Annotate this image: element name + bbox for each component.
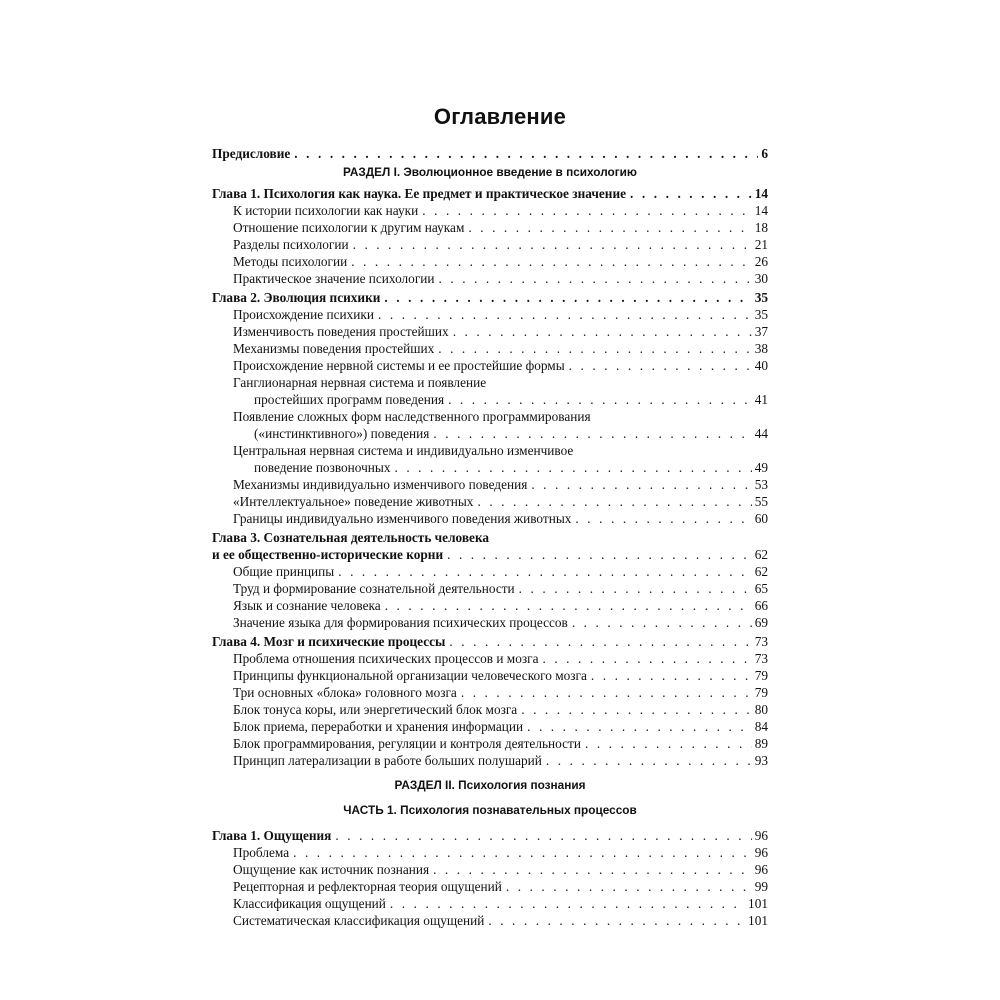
- entry-title: Блок программирования, регуляции и контроля деятельности: [233, 736, 581, 751]
- entry-title: Глава 4. Мозг и психические процессы: [212, 634, 446, 649]
- toc-entry[interactable]: [212, 597, 768, 614]
- toc-entry[interactable]: [212, 219, 768, 236]
- toc-entry[interactable]: [212, 357, 768, 374]
- leader-dots: [506, 878, 752, 895]
- toc-entry[interactable]: [212, 323, 768, 340]
- toc-entry[interactable]: [212, 735, 768, 752]
- entry-page: 73: [754, 651, 768, 666]
- toc-entry[interactable]: [212, 912, 768, 929]
- toc-entry[interactable]: [212, 425, 768, 442]
- toc-entry[interactable]: [212, 563, 768, 580]
- toc-entry[interactable]: [212, 459, 768, 476]
- toc-entry[interactable]: [212, 306, 768, 323]
- toc-entry[interactable]: [212, 861, 768, 878]
- entry-page: 79: [754, 685, 768, 700]
- entry-page: 35: [754, 307, 768, 322]
- entry-page: 101: [748, 896, 768, 911]
- entry-title: Механизмы индивидуально изменчивого поведения: [233, 477, 528, 492]
- leader-dots: [575, 510, 751, 527]
- leader-dots: [351, 253, 752, 270]
- leader-dots: [293, 844, 752, 861]
- entry-title: Проблема отношения психических процессов и мозга: [233, 651, 539, 666]
- toc-entry[interactable]: [212, 701, 768, 718]
- leader-dots: [394, 459, 751, 476]
- entry-page: 21: [754, 237, 768, 252]
- leader-dots: [433, 861, 752, 878]
- toc-chapter-entry[interactable]: [212, 546, 768, 563]
- leader-dots: [519, 580, 752, 597]
- entry-title: Глава 1. Психология как наука. Ее предмет и практическое значение: [212, 186, 627, 201]
- entry-title: Практическое значение психологии: [233, 271, 435, 286]
- entry-title: («инстинктивного») поведения: [254, 426, 430, 441]
- entry-title: Труд и формирование сознательной деятельности: [233, 581, 515, 596]
- entry-title: К истории психологии как науки: [233, 203, 419, 218]
- entry-page: 30: [754, 271, 768, 286]
- entry-title: Рецепторная и рефлекторная теория ощущений: [233, 879, 502, 894]
- toc-chapter-entry[interactable]: [212, 827, 768, 844]
- leader-dots: [521, 701, 751, 718]
- entry-title: простейших программ поведения: [254, 392, 445, 407]
- entry-page: 99: [754, 879, 768, 894]
- toc-entry[interactable]: [212, 476, 768, 493]
- entry-page: 79: [754, 668, 768, 683]
- leader-dots: [353, 236, 752, 253]
- entry-page: 6: [761, 146, 768, 161]
- entry-page: 44: [754, 426, 768, 441]
- entry-title: Принцип латерализации в работе больших полушарий: [233, 753, 542, 768]
- entry-title: Границы индивидуально изменчивого поведения животных: [233, 511, 572, 526]
- entry-title: Ганглионарная нервная система и появление: [233, 375, 487, 390]
- entry-page: 14: [754, 186, 768, 201]
- toc-entry-preface[interactable]: [212, 145, 768, 162]
- leader-dots: [439, 270, 752, 287]
- entry-title: Общие принципы: [233, 564, 335, 579]
- toc-entry[interactable]: [212, 718, 768, 735]
- entry-page: 84: [754, 719, 768, 734]
- leader-dots: [433, 425, 751, 442]
- leader-dots: [531, 476, 751, 493]
- entry-title: Принципы функциональной организации человеческого мозга: [233, 668, 587, 683]
- part-heading: ЧАСТЬ 1. Психология познавательных процессов: [343, 803, 637, 817]
- entry-title: «Интеллектуальное» поведение животных: [233, 494, 474, 509]
- entry-title: Глава 1. Ощущения: [212, 828, 332, 843]
- entry-page: 60: [754, 511, 768, 526]
- entry-title: Глава 3. Сознательная деятельность человека: [212, 530, 490, 545]
- leader-dots: [477, 493, 751, 510]
- leader-dots: [390, 895, 745, 912]
- toc-entry[interactable]: [212, 844, 768, 861]
- entry-title: Блок приема, переработки и хранения информации: [233, 719, 524, 734]
- toc-entry-line1[interactable]: [212, 374, 768, 391]
- leader-dots: [422, 202, 751, 219]
- leader-dots: [461, 684, 752, 701]
- leader-dots: [569, 357, 752, 374]
- section-heading: РАЗДЕЛ II. Психология познания: [394, 778, 586, 792]
- entry-page: 40: [754, 358, 768, 373]
- entry-title: Значение языка для формирования психических процессов: [233, 615, 568, 630]
- toc-chapter-entry[interactable]: [212, 633, 768, 650]
- entry-title: Методы психологии: [233, 254, 348, 269]
- entry-page: 49: [754, 460, 768, 475]
- entry-page: 55: [754, 494, 768, 509]
- toc-entry[interactable]: [212, 510, 768, 527]
- toc-entry[interactable]: [212, 270, 768, 287]
- entry-page: 62: [754, 564, 768, 579]
- entry-title: Появление сложных форм наследственного программирования: [233, 409, 591, 424]
- toc-entry-line1[interactable]: [212, 408, 768, 425]
- toc-entry[interactable]: [212, 650, 768, 667]
- entry-page: 101: [748, 913, 768, 928]
- entry-title: Классификация ощущений: [233, 896, 386, 911]
- entry-title: Центральная нервная система и индивидуально изменчивое: [233, 443, 574, 458]
- entry-title: Изменчивость поведения простейших: [233, 324, 449, 339]
- entry-title: Предисловие: [212, 146, 291, 161]
- leader-dots: [338, 563, 751, 580]
- toc-entry[interactable]: [212, 580, 768, 597]
- entry-page: 65: [754, 581, 768, 596]
- entry-page: 35: [754, 290, 768, 305]
- entry-title: Механизмы поведения простейших: [233, 341, 435, 356]
- leader-dots: [448, 391, 752, 408]
- entry-page: 66: [754, 598, 768, 613]
- leader-dots: [488, 912, 745, 929]
- entry-page: 89: [754, 736, 768, 751]
- leader-dots: [294, 145, 758, 162]
- entry-title: Три основных «блока» головного мозга: [233, 685, 457, 700]
- leader-dots: [449, 633, 751, 650]
- entry-page: 96: [754, 862, 768, 877]
- entry-page: 96: [754, 845, 768, 860]
- entry-title: Блок тонуса коры, или энергетический блок мозга: [233, 702, 518, 717]
- entry-page: 38: [754, 341, 768, 356]
- entry-page: 73: [754, 634, 768, 649]
- entry-title: Проблема: [233, 845, 290, 860]
- toc-chapter-entry-line1[interactable]: [212, 529, 768, 546]
- section-heading: РАЗДЕЛ I. Эволюционное введение в психологию: [343, 165, 637, 179]
- leader-dots: [572, 614, 752, 631]
- leader-dots: [468, 219, 751, 236]
- entry-page: 18: [754, 220, 768, 235]
- toc-entry[interactable]: [212, 752, 768, 769]
- entry-title: Происхождение психики: [233, 307, 374, 322]
- toc-entry-line1[interactable]: [212, 442, 768, 459]
- toc-entry[interactable]: [212, 614, 768, 631]
- toc-chapter-entry[interactable]: [212, 289, 768, 306]
- leader-dots: [447, 546, 752, 563]
- leader-dots: [378, 306, 752, 323]
- leader-dots: [527, 718, 752, 735]
- toc-entry[interactable]: [212, 667, 768, 684]
- entry-title: Систематическая классификация ощущений: [233, 913, 485, 928]
- entry-page: 26: [754, 254, 768, 269]
- toc-chapter-entry[interactable]: [212, 185, 768, 202]
- entry-title: и ее общественно-исторические корни: [212, 547, 444, 562]
- leader-dots: [591, 667, 752, 684]
- entry-title: Происхождение нервной системы и ее простейшие формы: [233, 358, 565, 373]
- entry-title: Отношение психологии к другим наукам: [233, 220, 465, 235]
- toc-entry[interactable]: [212, 878, 768, 895]
- toc-entry[interactable]: [212, 253, 768, 270]
- leader-dots: [384, 289, 751, 306]
- leader-dots: [453, 323, 752, 340]
- leader-dots: [385, 597, 752, 614]
- toc-entry[interactable]: [212, 391, 768, 408]
- entry-page: 93: [754, 753, 768, 768]
- page-title: Оглавление: [433, 104, 567, 129]
- entry-page: 62: [754, 547, 768, 562]
- toc-entry[interactable]: [212, 895, 768, 912]
- entry-title: поведение позвоночных: [254, 460, 391, 475]
- toc-entry[interactable]: [212, 493, 768, 510]
- leader-dots: [630, 185, 752, 202]
- leader-dots: [438, 340, 751, 357]
- toc-entry[interactable]: [212, 684, 768, 701]
- leader-dots: [335, 827, 751, 844]
- table-of-contents: [212, 145, 768, 929]
- leader-dots: [542, 650, 751, 667]
- leader-dots: [546, 752, 752, 769]
- entry-page: 41: [754, 392, 768, 407]
- entry-title: Глава 2. Эволюция психики: [212, 290, 381, 305]
- entry-page: 96: [754, 828, 768, 843]
- entry-page: 80: [754, 702, 768, 717]
- toc-entry[interactable]: [212, 202, 768, 219]
- toc-entry[interactable]: [212, 340, 768, 357]
- toc-entry[interactable]: [212, 236, 768, 253]
- entry-title: Ощущение как источник познания: [233, 862, 430, 877]
- entry-page: 53: [754, 477, 768, 492]
- entry-page: 14: [754, 203, 768, 218]
- entry-title: Разделы психологии: [233, 237, 349, 252]
- entry-page: 37: [754, 324, 768, 339]
- leader-dots: [585, 735, 752, 752]
- entry-title: Язык и сознание человека: [233, 598, 381, 613]
- entry-page: 69: [754, 615, 768, 630]
